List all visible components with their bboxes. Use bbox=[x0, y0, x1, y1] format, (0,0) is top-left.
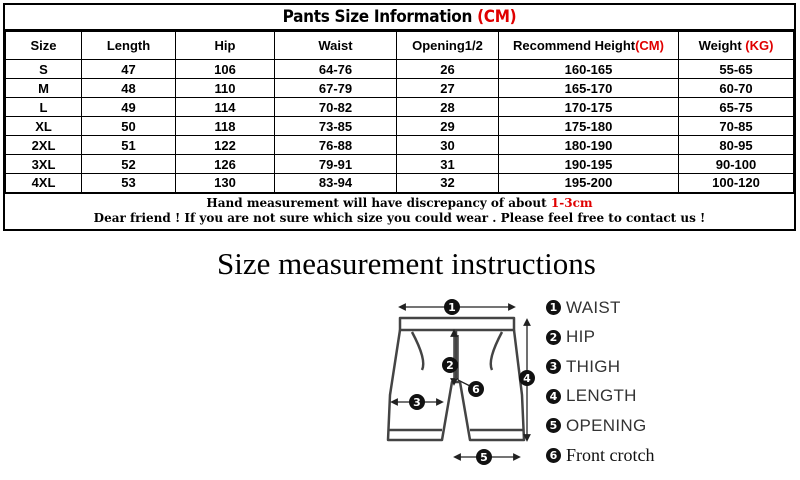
table-cell: 70-85 bbox=[679, 117, 794, 136]
table-cell: S bbox=[6, 60, 82, 79]
legend-number: 2 bbox=[546, 330, 561, 345]
table-cell: 55-65 bbox=[679, 60, 794, 79]
header-opening: Opening1/2 bbox=[397, 32, 499, 60]
table-cell: 47 bbox=[82, 60, 176, 79]
table-cell: 122 bbox=[176, 136, 275, 155]
table-cell: XL bbox=[6, 117, 82, 136]
header-recommend-height bbox=[499, 32, 679, 60]
table-cell: 110 bbox=[176, 79, 275, 98]
svg-text:5: 5 bbox=[480, 451, 488, 464]
note-line-2: Dear friend ! If you are not sure which size you could wear . Please feel free to contact us ! bbox=[93, 210, 706, 225]
legend-number: 3 bbox=[546, 359, 561, 374]
table-cell: 195-200 bbox=[499, 174, 679, 193]
note-discrepancy-value: 1-3cm bbox=[550, 195, 593, 210]
table-cell: 31 bbox=[397, 155, 499, 174]
legend-item-opening bbox=[546, 411, 654, 441]
header-height-unit: (CM) bbox=[635, 38, 664, 53]
table-cell: 67-79 bbox=[275, 79, 397, 98]
legend-item-length bbox=[546, 382, 654, 412]
title-unit: (CM) bbox=[477, 7, 517, 27]
svg-text:1: 1 bbox=[448, 301, 456, 314]
marker-2 bbox=[442, 357, 458, 373]
table-row bbox=[6, 60, 794, 79]
measurement-note bbox=[5, 194, 794, 229]
header-row bbox=[6, 32, 794, 60]
table-cell: 29 bbox=[397, 117, 499, 136]
marker-5 bbox=[476, 449, 492, 465]
size-chart-title bbox=[5, 5, 794, 31]
table-cell: 30 bbox=[397, 136, 499, 155]
header-length: Length bbox=[82, 32, 176, 60]
legend-number: 5 bbox=[546, 418, 561, 433]
table-cell: 65-75 bbox=[679, 98, 794, 117]
legend-number: 6 bbox=[546, 448, 561, 463]
table-cell: 76-88 bbox=[275, 136, 397, 155]
note-line-1-text: Hand measurement will have discrepancy of about bbox=[206, 195, 551, 210]
table-row bbox=[6, 155, 794, 174]
legend-item-thigh bbox=[546, 352, 654, 382]
table-row bbox=[6, 79, 794, 98]
legend-item-hip bbox=[546, 323, 654, 353]
legend-label: Front crotch bbox=[566, 444, 655, 465]
table-cell: 165-170 bbox=[499, 79, 679, 98]
table-cell: 51 bbox=[82, 136, 176, 155]
legend-number: 4 bbox=[546, 389, 561, 404]
marker-3 bbox=[409, 394, 425, 410]
legend-label: OPENING bbox=[566, 415, 647, 435]
table-cell: 114 bbox=[176, 98, 275, 117]
title-text: Pants Size Information bbox=[282, 7, 473, 27]
svg-text:4: 4 bbox=[523, 372, 531, 385]
table-cell: 28 bbox=[397, 98, 499, 117]
svg-text:6: 6 bbox=[472, 383, 480, 396]
legend-label: HIP bbox=[566, 327, 596, 347]
table-cell: 190-195 bbox=[499, 155, 679, 174]
table-cell: 73-85 bbox=[275, 117, 397, 136]
measurement-legend bbox=[546, 293, 654, 470]
header-recommend-height-label: Recommend Height bbox=[513, 38, 636, 53]
marker-6 bbox=[468, 381, 484, 397]
table-cell: 2XL bbox=[6, 136, 82, 155]
table-cell: 52 bbox=[82, 155, 176, 174]
svg-text:2: 2 bbox=[446, 359, 454, 372]
marker-4 bbox=[519, 370, 535, 386]
table-cell: 170-175 bbox=[499, 98, 679, 117]
header-hip: Hip bbox=[176, 32, 275, 60]
table-cell: 175-180 bbox=[499, 117, 679, 136]
table-cell: 50 bbox=[82, 117, 176, 136]
table-cell: 3XL bbox=[6, 155, 82, 174]
table-cell: 180-190 bbox=[499, 136, 679, 155]
table-cell: 49 bbox=[82, 98, 176, 117]
table-cell: 79-91 bbox=[275, 155, 397, 174]
table-cell: 60-70 bbox=[679, 79, 794, 98]
legend-number: 1 bbox=[546, 300, 561, 315]
table-cell: 4XL bbox=[6, 174, 82, 193]
table-cell: L bbox=[6, 98, 82, 117]
table-cell: 126 bbox=[176, 155, 275, 174]
note-line-1 bbox=[5, 196, 794, 211]
table-cell: 32 bbox=[397, 174, 499, 193]
size-chart bbox=[3, 3, 796, 231]
legend-item-front-crotch bbox=[546, 441, 654, 471]
shorts-diagram bbox=[372, 290, 542, 470]
table-row bbox=[6, 98, 794, 117]
size-table bbox=[5, 31, 794, 194]
header-waist: Waist bbox=[275, 32, 397, 60]
header-weight-unit: (KG) bbox=[745, 38, 774, 53]
table-cell: 27 bbox=[397, 79, 499, 98]
table-cell: 64-76 bbox=[275, 60, 397, 79]
table-cell: M bbox=[6, 79, 82, 98]
legend-item-waist bbox=[546, 293, 654, 323]
table-row bbox=[6, 117, 794, 136]
table-cell: 70-82 bbox=[275, 98, 397, 117]
legend-label: LENGTH bbox=[566, 386, 637, 406]
table-cell: 48 bbox=[82, 79, 176, 98]
table-cell: 83-94 bbox=[275, 174, 397, 193]
table-cell: 53 bbox=[82, 174, 176, 193]
table-cell: 118 bbox=[176, 117, 275, 136]
header-weight-label: Weight bbox=[698, 38, 746, 53]
instructions-title: Size measurement instructions bbox=[217, 246, 596, 281]
table-cell: 106 bbox=[176, 60, 275, 79]
legend-label: WAIST bbox=[566, 297, 621, 317]
legend-label: THIGH bbox=[566, 356, 621, 376]
svg-text:3: 3 bbox=[413, 396, 421, 409]
table-cell: 90-100 bbox=[679, 155, 794, 174]
shorts-outline bbox=[388, 318, 524, 440]
table-row bbox=[6, 136, 794, 155]
table-cell: 100-120 bbox=[679, 174, 794, 193]
table-cell: 26 bbox=[397, 60, 499, 79]
table-cell: 160-165 bbox=[499, 60, 679, 79]
header-size: Size bbox=[6, 32, 82, 60]
header-weight bbox=[679, 32, 794, 60]
table-cell: 80-95 bbox=[679, 136, 794, 155]
table-row bbox=[6, 174, 794, 193]
marker-1 bbox=[444, 299, 460, 315]
table-cell: 130 bbox=[176, 174, 275, 193]
